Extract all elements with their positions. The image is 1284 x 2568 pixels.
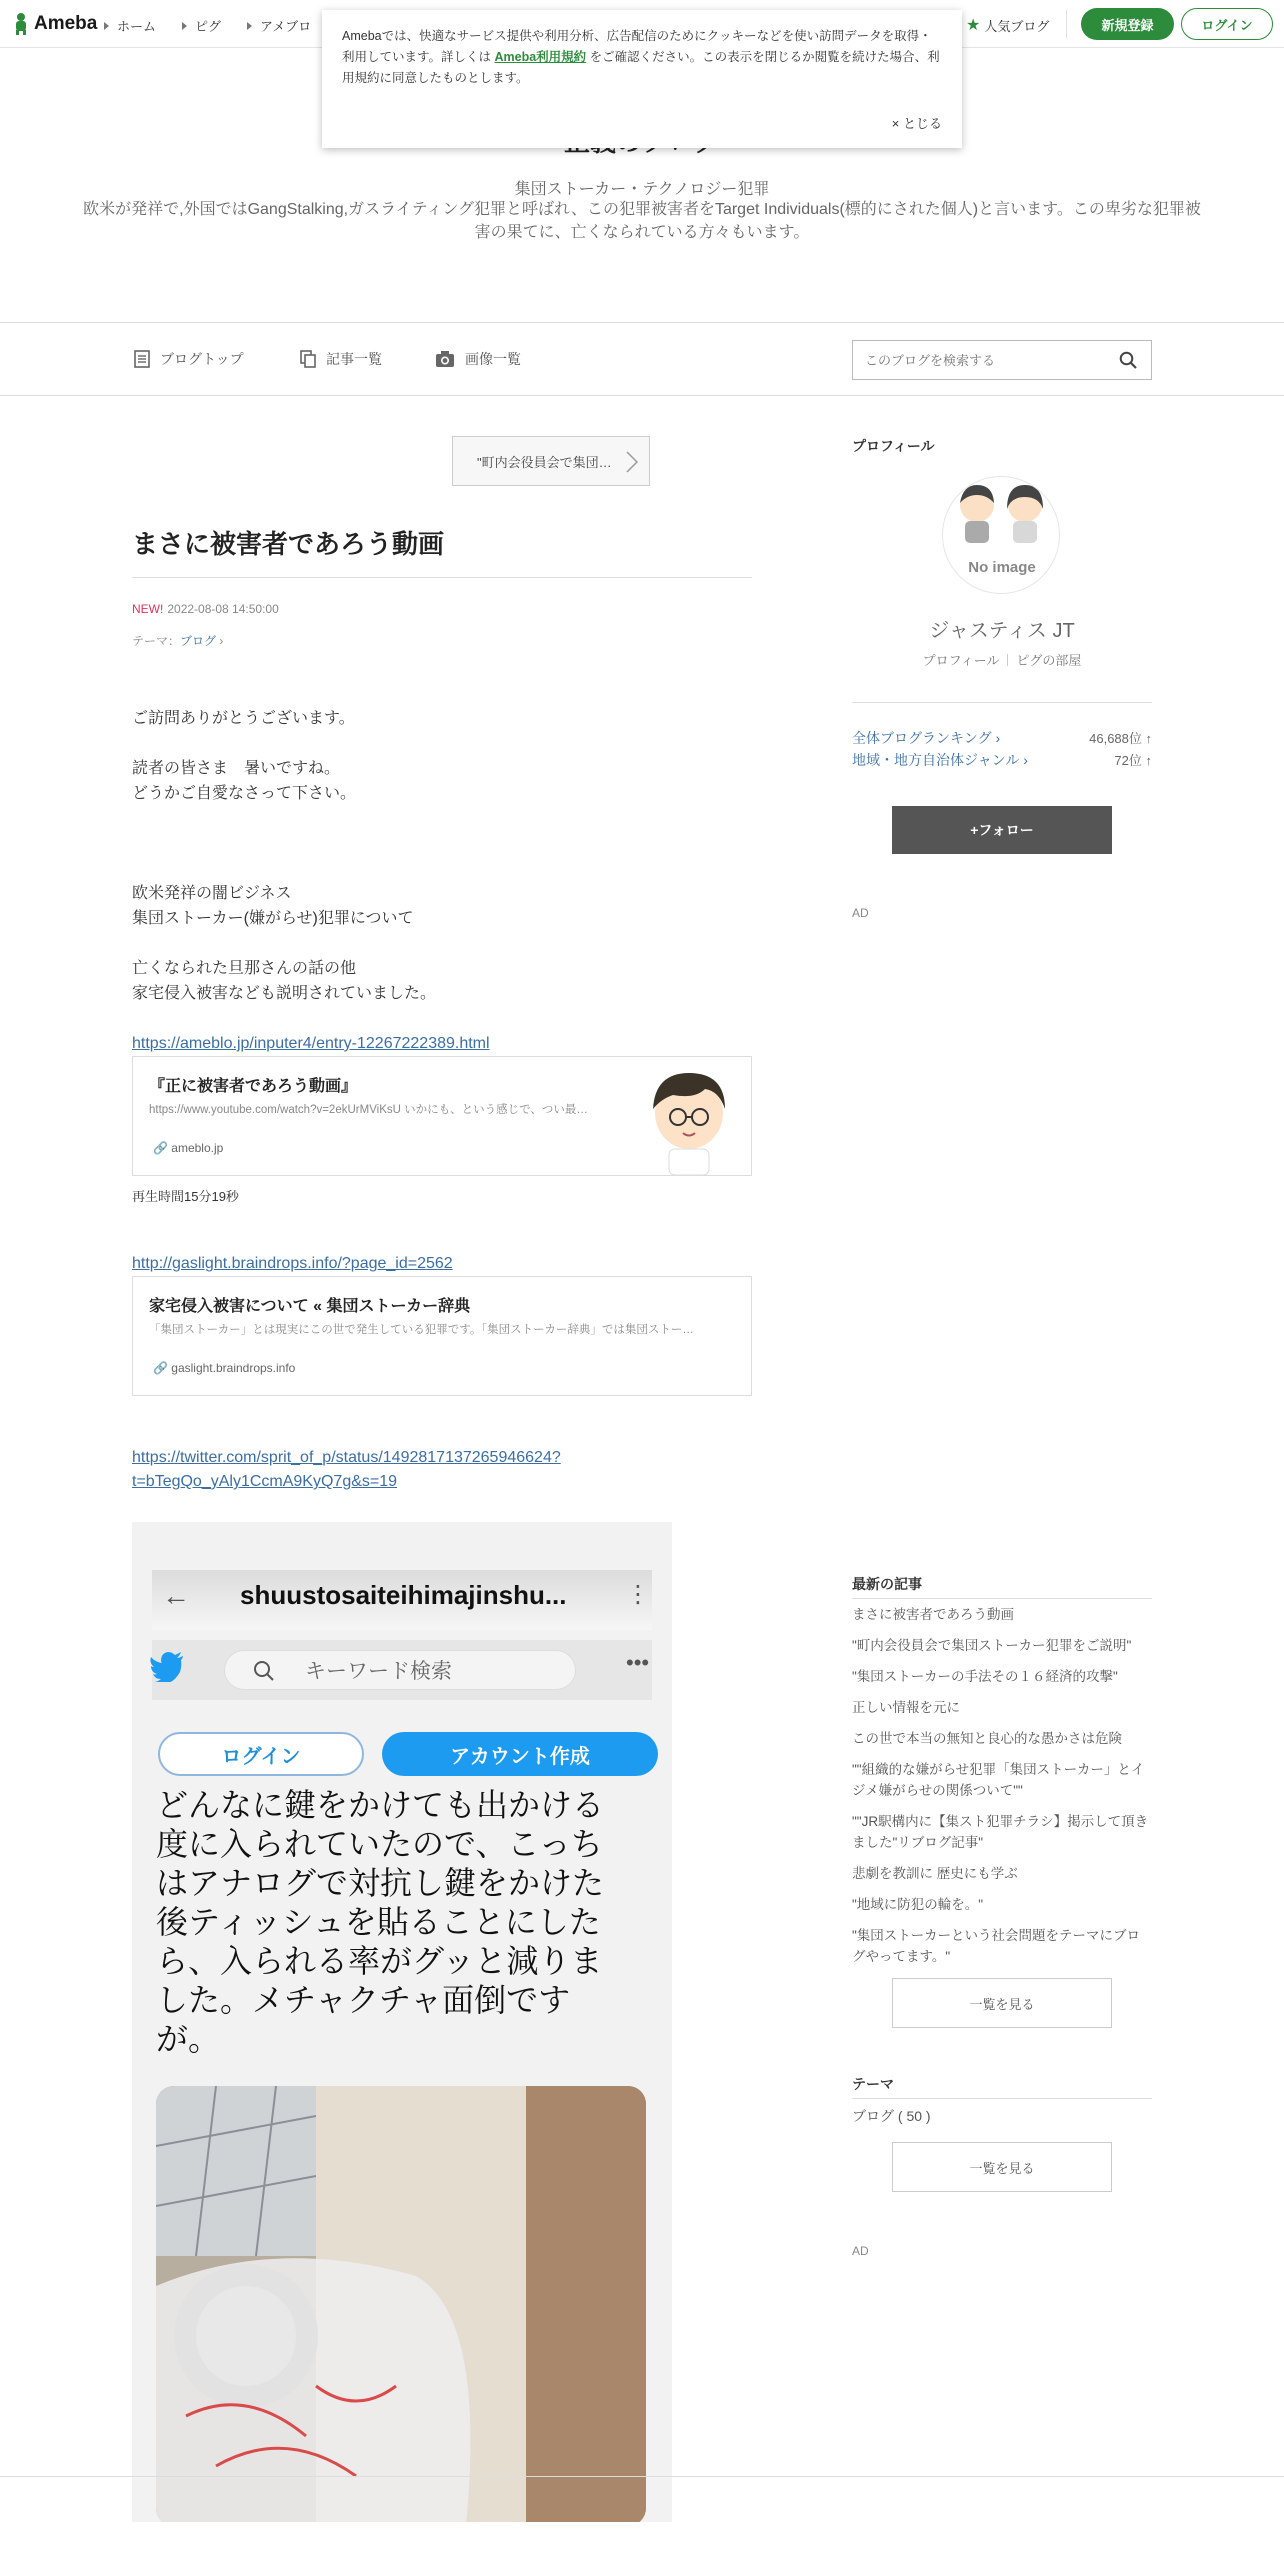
entry-list-link[interactable] <box>300 349 382 369</box>
theme-label: テーマ： <box>132 634 181 648</box>
latest-entry-link[interactable]: "集団ストーカーの手法その１６経済的攻撃" <box>852 1669 1118 1684</box>
entry-paragraph: 家宅侵入被害なども説明されていました。 <box>132 985 437 1002</box>
more-vertical-icon: ⋮ <box>626 1581 650 1608</box>
latest-entries-list <box>852 1604 1152 1977</box>
follow-button[interactable]: +フォロー <box>892 806 1112 854</box>
entry-link-ameblo[interactable]: https://ameblo.jp/inputer4/entry-12267222389.html <box>132 1035 490 1052</box>
card-host-text: gaslight.braindrops.info <box>171 1361 296 1375</box>
theme-list-item[interactable]: ブログ ( 50 ) <box>852 2108 931 2124</box>
sidebar-divider <box>852 1598 1152 1599</box>
more-horizontal-icon: ••• <box>626 1650 650 1675</box>
back-arrow-icon: ← <box>162 1580 190 1611</box>
link-icon: 🔗 <box>153 1141 172 1155</box>
entry-paragraph: ご訪問ありがとうございます。 <box>132 710 355 727</box>
latest-entry-link[interactable]: "町内会役員会で集団ストーカー犯罪をご説明" <box>852 1638 1132 1653</box>
title-divider <box>132 577 752 578</box>
card-title: 『正に被害者であろう動画』 <box>149 1078 358 1095</box>
nav-home[interactable]: ホーム <box>104 16 156 35</box>
image-list-label: 画像一覧 <box>465 351 521 367</box>
profile-link[interactable]: プロフィール <box>922 653 1000 668</box>
ameba-logo-icon <box>12 12 30 36</box>
entry-datetime: 2022-08-08 14:50:00 <box>167 602 279 616</box>
entry-link-gaslight[interactable]: http://gaslight.braindrops.info/?page_id=2562 <box>132 1255 453 1272</box>
ranking-label-text: 全体ブログランキング <box>852 730 992 746</box>
ameba-logo[interactable] <box>12 12 97 36</box>
latest-entry-link[interactable]: "地域に防犯の輪を。" <box>852 1897 984 1912</box>
entry-paragraph: 亡くなられた旦那さんの話の他 <box>132 960 357 977</box>
previous-entry-label: "町内会役員会で集団… <box>477 454 612 470</box>
login-button[interactable]: ログイン <box>1181 8 1273 40</box>
ranking-value: 46,688位 ↑ <box>1089 731 1152 746</box>
header-divider <box>1066 10 1067 38</box>
card-host <box>153 1141 223 1155</box>
card-host <box>153 1361 295 1375</box>
card-host-text: ameblo.jp <box>171 1141 224 1155</box>
cookie-text-before: Amebaでは、快適なサービス提供や利用分析、広告配信のためにクッキーなどを使い訪問データを取得・利用しています。詳しくは <box>342 29 932 64</box>
tweet-account-name: shuustosaiteihimajinshu... <box>240 1580 567 1610</box>
copy-icon <box>300 350 316 368</box>
latest-entry-link[interactable]: ""JR駅構内に【集スト犯罪チラシ】掲示して頂きました"リブログ記事" <box>852 1814 1149 1850</box>
tweet-search-box <box>224 1650 576 1690</box>
theme-more-button[interactable]: 一覧を見る <box>892 2142 1112 2192</box>
blog-nav <box>0 322 1284 396</box>
tweet-search-text: キーワード検索 <box>305 1660 452 1683</box>
image-list-link[interactable] <box>435 349 521 369</box>
sidebar-divider <box>852 702 1152 703</box>
camera-icon <box>435 350 455 368</box>
ranking-label: 地域・地方自治体ジャンル › <box>852 752 1028 768</box>
blog-top-link[interactable] <box>134 349 244 369</box>
entry-paragraph: 集団ストーカー(嫌がらせ)犯罪について <box>132 910 414 927</box>
latest-heading: 最新の記事 <box>852 1576 922 1592</box>
terms-link[interactable]: Ameba利用規約 <box>494 50 587 64</box>
entry-theme <box>132 632 223 649</box>
nav-ameblo[interactable]: アメブロ <box>247 16 311 35</box>
chevron-right-icon: › <box>216 634 224 648</box>
previous-entry-button[interactable] <box>452 436 650 486</box>
tweet-create-account-button: アカウント作成 <box>382 1732 658 1776</box>
latest-entry-link[interactable]: ""組織的な嫌がらせ犯罪「集団ストーカー」とイジメ嫌がらせの関係ついて"" <box>852 1762 1145 1798</box>
cookie-text-after: をご確認ください。この表示を閉じるか閲覧を続けた場合、利用規約に同意したものとします。 <box>342 50 940 85</box>
chevron-right-icon <box>625 450 639 474</box>
tweet-screenshot-image[interactable] <box>132 1522 672 2522</box>
popular-blog-link[interactable] <box>966 15 1049 35</box>
latest-entry-link[interactable]: 正しい情報を元に <box>852 1700 960 1715</box>
ranking-label: 全体ブログランキング › <box>852 730 1001 746</box>
sidebar-divider <box>852 2098 1152 2099</box>
card-description: 「集団ストーカー」とは現実にこの世で発生している犯罪です。「集団ストーカー辞典」では集団ストー… <box>149 1324 694 1336</box>
profile-heading: プロフィール <box>852 438 935 454</box>
card-description: https://www.youtube.com/watch?v=2ekUrMViKsU いかにも、という感じで、つい最… <box>149 1104 588 1116</box>
ranking-label-text: 地域・地方自治体ジャンル <box>852 752 1020 768</box>
search-icon <box>253 1660 275 1682</box>
entry-paragraph: 読者の皆さま 暑いですね。 <box>132 760 341 777</box>
logo-text: Ameba <box>34 13 98 34</box>
twitter-bird-icon <box>150 1652 184 1682</box>
ranking-genre[interactable] <box>852 750 1152 770</box>
register-button[interactable]: 新規登録 <box>1081 8 1174 40</box>
entry-link-twitter-cont[interactable]: t=bTegQo_yAly1CcmA9KyQ7g&s=19 <box>132 1473 398 1490</box>
link-card-gaslight[interactable] <box>132 1276 752 1396</box>
global-nav <box>104 16 311 35</box>
tweet-text: どんなに鍵をかけても出かける度に入られていたので、こっちはアナログで対抗し鍵をかけた後ティッシュを貼ることにしたら、入られる率がグッと減りました。メチャクチャ面倒ですが。 <box>156 1787 605 2057</box>
latest-entry-link[interactable]: "集団ストーカーという社会問題をテーマにブログやってます。" <box>852 1928 1141 1964</box>
cookie-banner <box>322 10 962 148</box>
entry-title: まさに被害者であろう動画 <box>132 529 445 559</box>
ad-label: AD <box>852 2244 869 2258</box>
entry-meta <box>132 602 279 616</box>
pigg-room-link[interactable]: ピグの部屋 <box>1016 653 1082 668</box>
entry-list-label: 記事一覧 <box>326 351 382 367</box>
blog-top-label: ブログトップ <box>160 351 244 367</box>
profile-name[interactable]: ジャスティス JT <box>929 620 1075 642</box>
latest-entry-link[interactable]: まさに被害者であろう動画 <box>852 1607 1014 1622</box>
nav-pigg[interactable]: ピグ <box>182 16 221 35</box>
latest-entry-link[interactable]: 悲劇を教訓に 歴史にも学ぶ <box>852 1866 1018 1881</box>
popular-label: 人気ブログ <box>984 18 1050 34</box>
door-lock-photo <box>156 2086 646 2522</box>
star-icon: ★ <box>966 17 981 34</box>
character-thumbnail <box>639 1061 739 1175</box>
entry-link-twitter[interactable]: https://twitter.com/sprit_of_p/status/1492817137265946624? <box>132 1449 561 1466</box>
entry-paragraph: 欧米発祥の闇ビジネス <box>132 885 292 902</box>
latest-more-button[interactable]: 一覧を見る <box>892 1978 1112 2028</box>
entry-paragraph: どうかご自愛なさって下さい。 <box>132 785 357 802</box>
tweet-login-button: ログイン <box>158 1732 364 1776</box>
document-icon <box>134 350 150 368</box>
no-image-avatar-icon <box>943 477 1060 594</box>
blog-search-input[interactable] <box>853 341 1093 379</box>
cookie-close-button[interactable]: × とじる <box>891 116 942 131</box>
latest-entry-link[interactable]: この世で本当の無知と良心的な愚かさは危険 <box>852 1731 1122 1746</box>
blog-search <box>852 340 1152 380</box>
divider <box>1007 654 1008 666</box>
theme-link[interactable]: ブログ <box>180 634 217 648</box>
profile-avatar[interactable] <box>942 476 1060 594</box>
link-card-ameblo[interactable] <box>132 1056 752 1176</box>
new-badge: NEW! <box>132 602 164 616</box>
blog-description: 欧米が発祥で,外国ではGangStalking,ガスライティング犯罪と呼ばれ、この犯罪被害者をTarget Individuals(標的にされた個人)と言います。この卑劣な犯罪被害の果てに、亡くなられている方々もいます。 <box>83 201 1201 241</box>
profile-links <box>852 650 1152 669</box>
play-time-note: 再生時間15分19秒 <box>132 1189 239 1204</box>
ranking-overall[interactable] <box>852 728 1152 748</box>
avatar-no-image-text: No image <box>968 559 1036 576</box>
door-lock-illustration <box>156 2086 646 2522</box>
theme-heading: テーマ <box>852 2076 894 2092</box>
ranking-value: 72位 ↑ <box>1114 753 1152 768</box>
blog-subtitle: 集団ストーカー・テクノロジー犯罪 <box>514 181 770 198</box>
search-icon[interactable] <box>1119 351 1137 369</box>
card-title: 家宅侵入被害について « 集団ストーカー辞典 <box>149 1298 471 1315</box>
footer-divider <box>0 2476 1284 2477</box>
ad-label: AD <box>852 906 869 920</box>
link-icon: 🔗 <box>153 1361 172 1375</box>
